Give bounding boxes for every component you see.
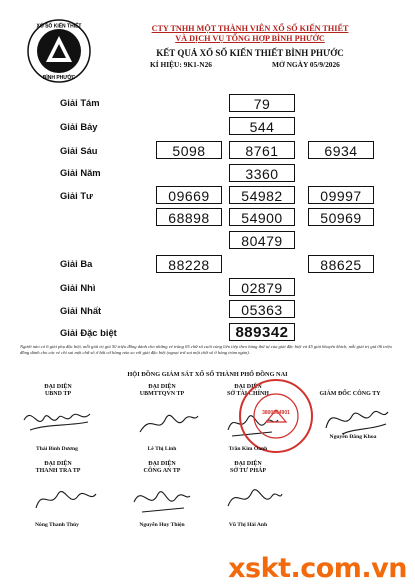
signature [128,478,194,518]
prize-number: 79 [229,94,295,112]
signature [18,400,98,438]
signature [132,402,202,440]
prize-number: 80479 [229,231,295,249]
signature [222,478,286,518]
signer-org-line2: SỞ TÀI CHÍNH [227,391,269,397]
signer-org-line1: ĐẠI DIỆN [148,461,176,467]
signer-org [198,461,298,475]
prize-label-g5: Giải Năm [60,167,101,178]
signer-name: Nguyễn Đăng Khoa [329,434,377,440]
prize-number: 544 [229,117,295,135]
logo-text-bottom: BÌNH PHƯỚC [42,75,76,81]
signer-org [112,384,212,398]
prize-number: 5098 [156,141,222,159]
stamp-number: 3800004901 [262,410,290,416]
prize-number: 02879 [229,278,295,296]
signer-org-line2: CÔNG AN TP [143,468,181,474]
prize-number: 88625 [308,255,374,273]
prize-number: 54982 [229,186,295,204]
site-brand: xskt.com.vn [228,553,407,584]
signer-org-line2: UBMTTQVN TP [139,391,185,397]
signer-org-line1: ĐẠI DIỆN [148,384,176,390]
official-stamp [236,376,316,456]
prize-number: 8761 [229,141,295,159]
prize-number: 50969 [308,208,374,226]
signer-org-line1: ĐẠI DIỆN [234,461,262,467]
signer-name: Nguyễn Huy Thiện [139,522,185,528]
signer-org [112,461,212,475]
signer-org-line1: ĐẠI DIỆN [234,384,262,390]
prize-label-g3: Giải Ba [60,258,93,269]
prize-number: 88228 [156,255,222,273]
prize-label-g8: Giải Tám [60,97,100,108]
prize-number: 09997 [308,186,374,204]
signer-org [8,461,108,475]
board-title: HỘI ĐỒNG GIÁM SÁT XỔ SỐ THÀNH PHỐ ĐỒNG NAI [127,371,288,378]
signer-org-line2: UBND TP [44,391,72,397]
prize-label-g6: Giải Sáu [60,145,98,156]
prize-label-g2: Giải Nhì [60,282,96,293]
ticket-code: KÍ HIỆU: 9K1-N26 [150,60,213,69]
signer-org-line2: THANH TRA TP [35,468,81,474]
prize-number: 05363 [229,300,295,318]
signature [30,478,100,518]
logo-text-top: XỔ SỐ KIẾN THIẾT [36,23,82,30]
signer-org-line1: ĐẠI DIỆN [44,461,72,467]
prize-note: Người nào có 6 giải phụ đặc biệt, mỗi giải trị giá 50 triệu đồng dành cho những vé trùng 05 chữ số cuối cùng liên tiếp theo hàng thứ tự của giải đặc biệt và 45 giải khuyến khích, mỗi giải trị giá 06 triệu đồng dành cho các vé chỉ sai một chữ số ở bất cứ hàng nào so với giải đặc biệt (ngoại trừ sai một chữ số ở hàng trăm ngàn). [20,344,392,355]
company-name-line2: VÀ DỊCH VỤ TỔNG HỢP BÌNH PHƯỚC [175,34,325,43]
prize-label-g7: Giải Bảy [60,121,98,132]
company-name-line1: CTY TNHH MỘT THÀNH VIÊN XỔ SỐ KIẾN THIẾT [151,24,349,33]
signer-name: Nông Thanh Thủy [35,522,79,528]
document-title: KẾT QUẢ XỔ SỐ KIẾN THIẾT BÌNH PHƯỚC [156,48,344,58]
prize-label-db: Giải Đặc biệt [60,327,117,338]
draw-date: MỞ NGÀY 05/9/2026 [272,60,340,69]
prize-number: 68898 [156,208,222,226]
special-prize-number: 889342 [229,323,295,341]
signer-name: Lê Thị Linh [147,446,177,452]
signer-name: Thái Bình Dương [36,446,78,452]
prize-label-g4: Giải Tư [60,190,93,201]
prize-number: 54900 [229,208,295,226]
signer-org [8,384,108,398]
signer-org-line1: ĐẠI DIỆN [44,384,72,390]
signer-org-line1: GIÁM ĐỐC CÔNG TY [319,391,381,397]
prize-number: 09669 [156,186,222,204]
signer-name: Vũ Thị Hải Anh [228,522,268,528]
prize-number: 3360 [229,164,295,182]
signer-org-line2: SỞ TƯ PHÁP [229,468,266,474]
company-logo [26,18,92,84]
prize-label-g1: Giải Nhất [60,305,102,316]
signer-name: Trần Kim Oanh [228,446,268,452]
prize-number: 6934 [308,141,374,159]
